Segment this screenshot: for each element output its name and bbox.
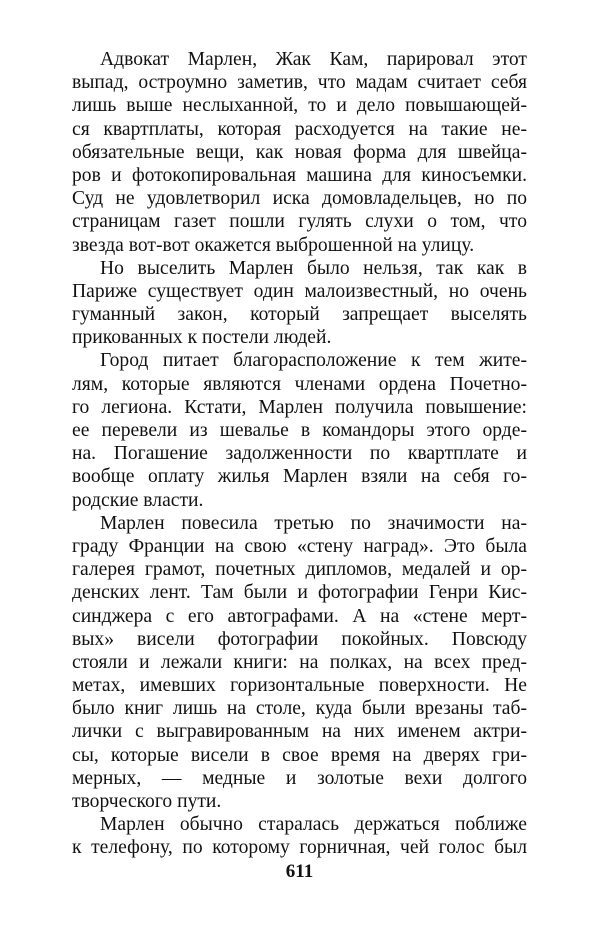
text-line: звезда вот-вот окажется выброшенной на улицу. xyxy=(72,234,475,256)
text-line: гуманный закон, который запрещает выселять xyxy=(72,304,527,326)
text-line: метах, имевших горизонтальные поверхности. Не xyxy=(72,675,527,697)
text-line: было книг лишь на столе, куда были врезаны таб- xyxy=(72,698,527,720)
text-line: обязательные вещи, как новая форма для швейца- xyxy=(72,141,527,163)
text-line: Но выселить Марлен было нельзя, так как в xyxy=(100,257,527,279)
text-line: синджера с его автографами. А на «стене мерт- xyxy=(72,605,527,627)
text-line: Суд не удовлетворил иска домовладельцев, но по xyxy=(72,188,527,210)
text-line: прикованных к постели людей. xyxy=(72,327,332,349)
text-line: галерея грамот, почетных дипломов, медалей и ор- xyxy=(72,559,527,581)
text-line: Город питает благорасположение к тем жите- xyxy=(100,350,527,372)
text-line: родские власти. xyxy=(72,489,204,511)
text-line: Адвокат Марлен, Жак Кам, парировал этот xyxy=(100,49,527,70)
text-line: лям, которые являются членами ордена Почетно- xyxy=(72,373,527,395)
text-line: страницам газет пошли гулять слухи о том, что xyxy=(72,211,527,233)
text-line: ся квартплаты, которая расходуется на такие не- xyxy=(72,118,527,140)
text-line: Париже существует один малоизвестный, но очень xyxy=(72,280,527,302)
body-text xyxy=(72,48,527,860)
text-line: вообще оплату жилья Марлен взяли на себя го- xyxy=(72,466,527,488)
text-line: выпад, остроумно заметив, что мадам считает себя xyxy=(72,72,527,94)
text-line: на. Погашение задолженности по квартплате и xyxy=(72,443,527,465)
text-line: ров и фотокопировальная машина для киносъемки. xyxy=(72,164,527,186)
text-line: Марлен повесила третью по значимости на- xyxy=(100,512,527,534)
text-line: денских лент. Там были и фотографии Генри Кис- xyxy=(72,582,527,604)
book-page xyxy=(72,48,527,908)
text-line: лишь выше неслыханной, то и дело повышающей- xyxy=(72,95,527,117)
text-line: к телефону, по которому горничная, чей голос был xyxy=(72,837,527,859)
text-line: граду Франции на свою «стену наград». Это была xyxy=(72,535,527,557)
text-line: сы, которые висели в свое время на дверях гри- xyxy=(72,744,527,766)
page-number: 611 xyxy=(285,861,314,882)
text-line: Марлен обычно старалась держаться поближе xyxy=(100,814,527,836)
text-line: ее перевели из шевалье в командоры этого орде- xyxy=(72,420,527,441)
text-line: стояли и лежали книги: на полках, на всех пред- xyxy=(72,651,527,673)
text-line: лички с выгравированным на них именем актри- xyxy=(72,721,527,743)
text-line: вых» висели фотографии покойных. Повсюду xyxy=(72,628,527,650)
text-line: творческого пути. xyxy=(72,791,222,812)
text-line: мерных, — медные и золотые вехи долгого xyxy=(72,767,527,789)
text-line: го легиона. Кстати, Марлен получила повышение: xyxy=(72,396,527,418)
